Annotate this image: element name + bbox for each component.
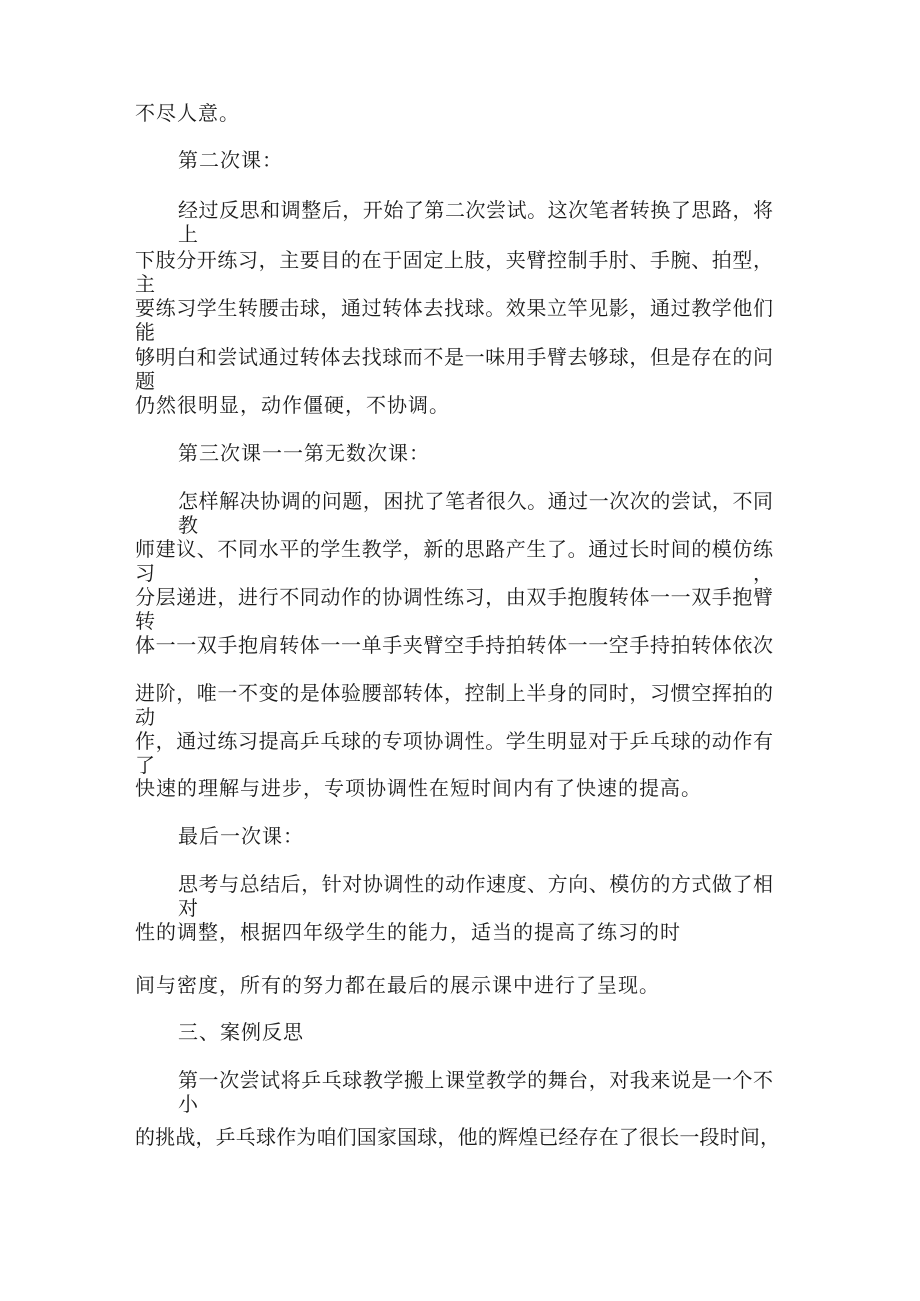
- section-heading: 第二次课：: [178, 148, 283, 172]
- text-line: 性的调整，根据四年级学生的能力，适当的提高了练习的时: [135, 920, 681, 944]
- text-line: 体一一双手抱肩转体一一单手夹臂空手持拍转体一一空手持拍转体依次: [135, 633, 773, 657]
- text-line: 思考与总结后，针对协调性的动作速度、方向、模仿的方式做了相对: [178, 872, 773, 920]
- text-line: 师建议、不同水平的学生教学，新的思路产生了。通过长时间的模仿练习，: [135, 537, 773, 585]
- text-line: 要练习学生转腰击球，通过转体去找球。效果立竿见影，通过教学他们能: [135, 296, 773, 344]
- text-line: 够明白和尝试通过转体去找球而不是一味用手臂去够球，但是存在的问题: [135, 345, 773, 393]
- text-line: 第一次尝试将乒乓球教学搬上课堂教学的舞台，对我来说是一个不小: [178, 1068, 773, 1116]
- section-heading: 最后一次课：: [178, 824, 304, 848]
- section-heading: 三、案例反思: [178, 1020, 304, 1044]
- text-line: 作，通过练习提高乒乓球的专项协调性。学生明显对于乒乓球的动作有了: [135, 729, 773, 777]
- text-line: 不尽人意。: [135, 101, 240, 125]
- text-line: 经过反思和调整后，开始了第二次尝试。这次笔者转换了思路，将上: [178, 198, 773, 246]
- text-line: 下肢分开练习，主要目的在于固定上肢，夹臂控制手肘、手腕、拍型，主: [135, 248, 773, 296]
- text-line: 仍然很明显，动作僵硬，不协调。: [135, 393, 450, 417]
- section-heading: 第三次课一一第无数次课：: [178, 441, 430, 465]
- text-line: 的挑战，乒乓球作为咱们国家国球，他的辉煌已经存在了很长一段时间，: [135, 1125, 780, 1149]
- text-line: 怎样解决协调的问题，困扰了笔者很久。通过一次次的尝试，不同教: [178, 489, 773, 537]
- text-line: 间与密度，所有的努力都在最后的展示课中进行了呈现。: [135, 973, 660, 997]
- text-line: 进阶，唯一不变的是体验腰部转体，控制上半身的同时，习惯空挥拍的动: [135, 681, 773, 729]
- text-line: 分层递进，进行不同动作的协调性练习，由双手抱腹转体一一双手抱臂转: [135, 585, 773, 633]
- text-line: 快速的理解与进步，专项协调性在短时间内有了快速的提高。: [135, 776, 702, 800]
